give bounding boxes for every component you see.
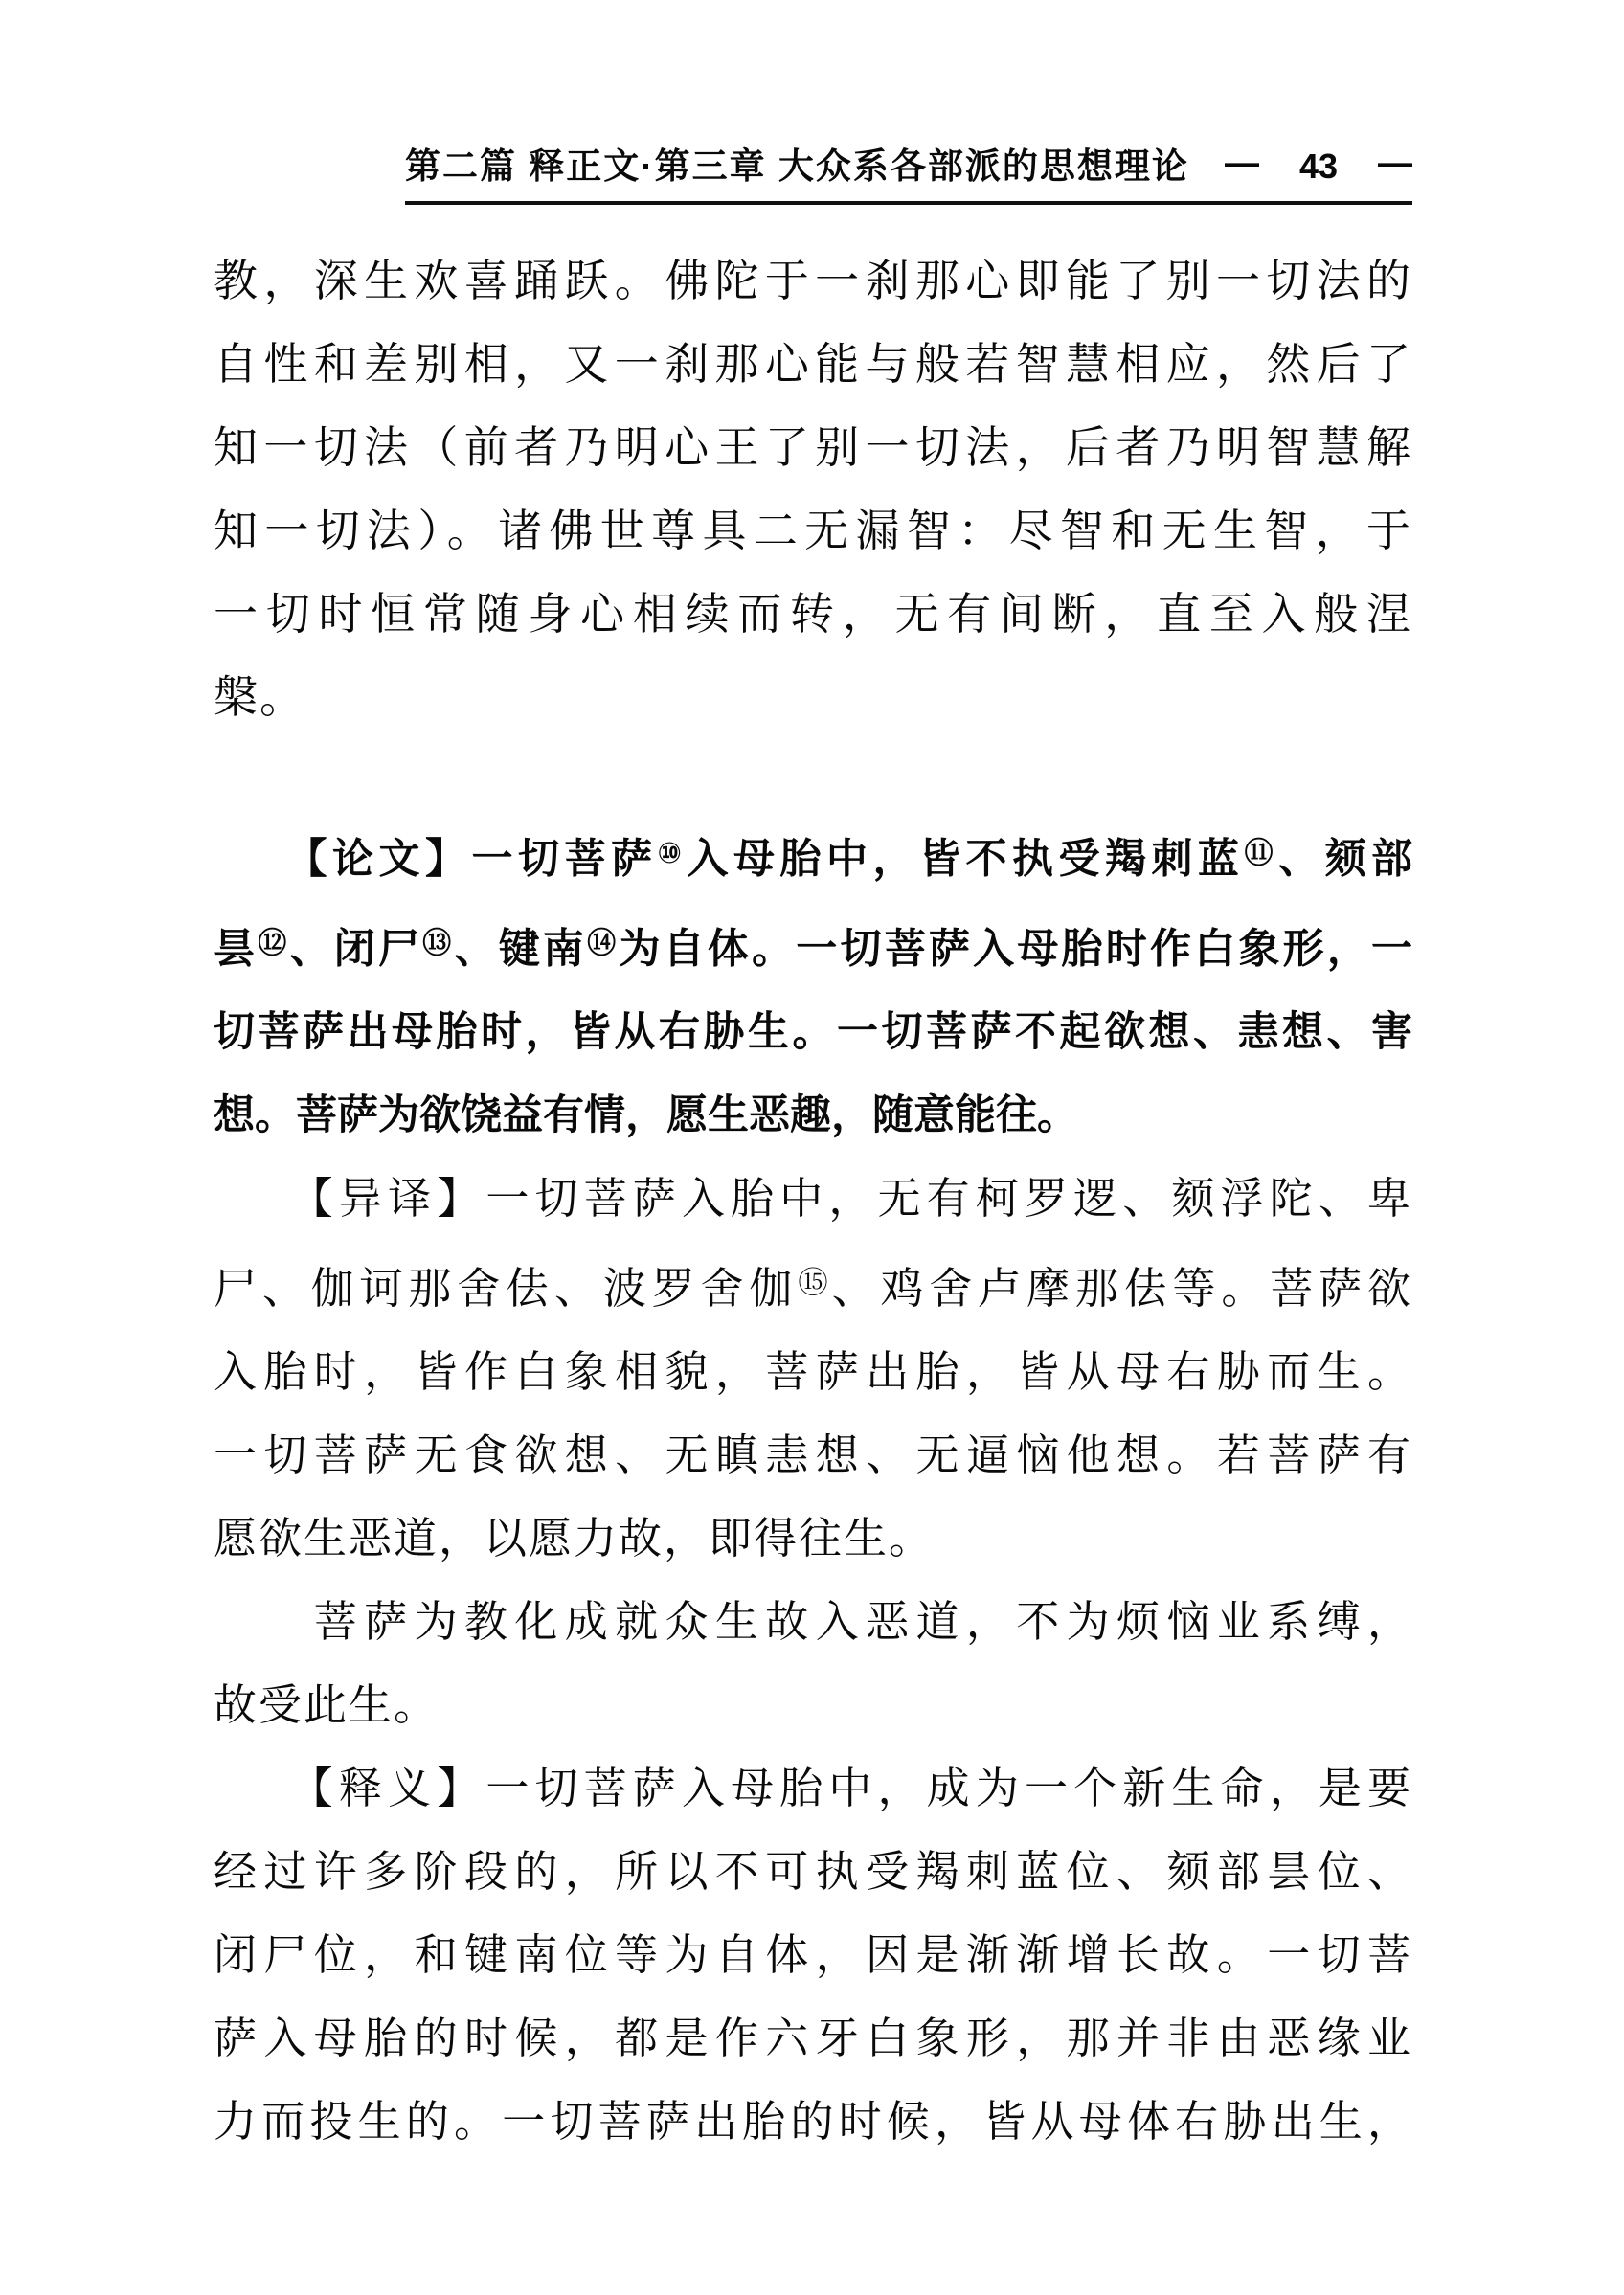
text-line: 力而投生的。一切菩萨出胎的时候，皆从母体右胁出生， — [214, 2098, 1412, 2147]
footnote-marker: ⑩ — [657, 838, 688, 869]
running-title: 第二篇 释正文·第三章 大众系各部派的思想理论 — [405, 146, 1189, 186]
text-line: 一切时恒常随身心相续而转，无有间断，直至入般涅 — [214, 590, 1412, 639]
text-line: 尸、伽诃那舍佉、波罗舍伽⑮、鸡舍卢摩那佉等。菩萨欲 — [214, 1265, 1412, 1314]
text-line: 经过许多阶段的，所以不可执受羯刺蓝位、颏部昙位、 — [214, 1848, 1412, 1897]
text-line: 想。菩萨为欲饶益有情，愿生恶趣，随意能往。 — [214, 1092, 1078, 1139]
text-line: 知一切法）。诸佛世尊具二无漏智：尽智和无生智，于 — [214, 506, 1412, 555]
text-line: 入胎时，皆作白象相貌，菩萨出胎，皆从母右胁而生。 — [214, 1348, 1412, 1397]
paragraph — [214, 1581, 1412, 1747]
text-line: 切菩萨出母胎时，皆从右胁生。一切菩萨不起欲想、恚想、害 — [214, 1009, 1412, 1056]
text-line: 槃。 — [214, 673, 305, 722]
page-number-dash-left: — — [1224, 143, 1259, 182]
paragraph — [214, 239, 1412, 739]
text-line: 知一切法（前者乃明心王了别一切法，后者乃明智慧解 — [214, 423, 1412, 472]
footnote-marker: ⑫ — [258, 927, 290, 959]
text-line: 愿欲生恶道，以愿力故，即得往生。 — [214, 1515, 935, 1564]
text-line: 【释义】一切菩萨入母胎中，成为一个新生命，是要 — [214, 1765, 1412, 1813]
text-line: 菩萨为教化成就众生故入恶道，不为烦恼业系缚， — [214, 1598, 1412, 1647]
text-line: 自性和差别相，又一刹那心能与般若智慧相应，然后了 — [214, 340, 1412, 389]
text-line: 教，深生欢喜踊跃。佛陀于一刹那心即能了别一切法的 — [214, 257, 1412, 305]
text-line: 昙⑫、闭尸⑬、键南⑭为自体。一切菩萨入母胎时作白象形，一 — [214, 926, 1413, 973]
footnote-marker: ⑮ — [798, 1266, 832, 1300]
footnote-marker: ⑬ — [422, 927, 455, 959]
running-header — [405, 143, 1412, 205]
text-line: 萨入母胎的时候，都是作六牙白象形，那并非由恶缘业 — [214, 2014, 1412, 2063]
page-number-group — [1224, 143, 1412, 188]
paragraph — [214, 1747, 1412, 2164]
page-number: 43 — [1298, 146, 1338, 186]
paragraph — [214, 1158, 1412, 1581]
page-body — [214, 239, 1412, 2164]
text-line: 闭尸位，和键南位等为自体，因是渐渐增长故。一切菩 — [214, 1931, 1412, 1980]
text-line: 故受此生。 — [214, 1681, 440, 1730]
footnote-marker: ⑭ — [587, 927, 620, 959]
page-number-dash-right: — — [1378, 143, 1412, 182]
text-line: 【异译】一切菩萨入胎中，无有柯罗逻、颏浮陀、卑 — [214, 1175, 1412, 1224]
paragraph — [214, 812, 1412, 1158]
text-line: 【论文】一切菩萨⑩入母胎中，皆不执受羯刺蓝⑪、颏部 — [214, 836, 1413, 883]
text-line: 一切菩萨无食欲想、无瞋恚想、无逼恼他想。若菩萨有 — [214, 1431, 1412, 1480]
footnote-marker: ⑪ — [1244, 838, 1279, 869]
